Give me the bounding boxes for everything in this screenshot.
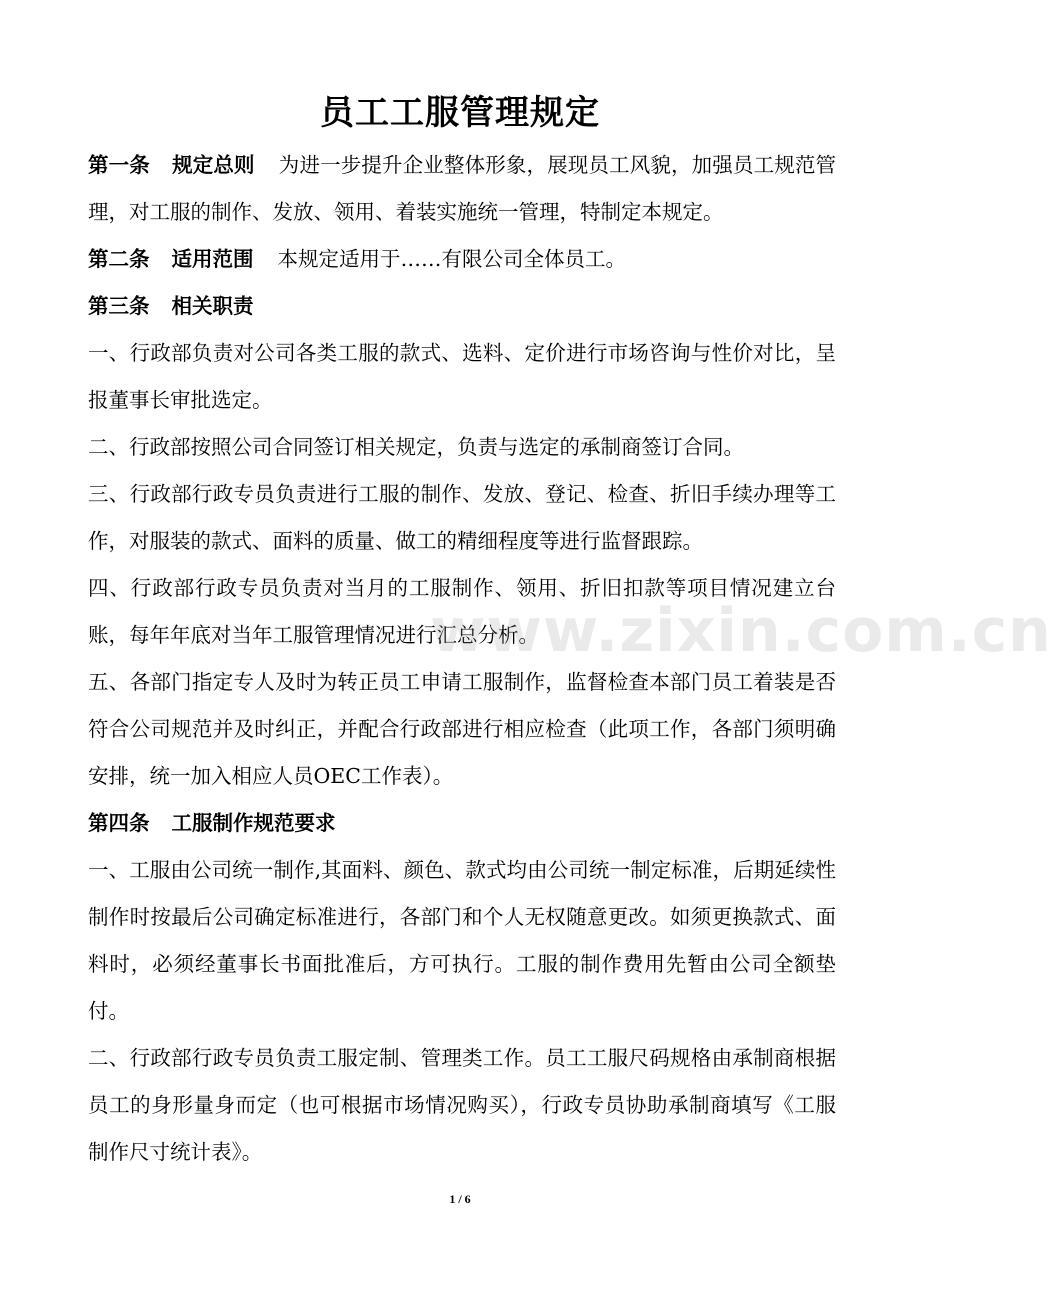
- article-4-number: 第四条: [88, 811, 150, 835]
- document-title: 员工工服管理规定: [320, 93, 600, 133]
- article-4-item-2: 二、行政部行政专员负责工服定制、管理类工作。员工工服尺码规格由承制商根据员工的身形量身而定（也可根据市场情况购买），行政专员协助承制商填写《工服制作尺寸统计表》。: [88, 1046, 836, 1164]
- article-2-heading: 适用范围: [171, 247, 254, 271]
- article-3-item-5: 五、各部门指定专人及时为转正员工申请工服制作，监督检查本部门员工着装是否符合公司规范并及时纠正，并配合行政部进行相应检查（此项工作，各部门须明确安排，统一加入相应人员OEC工作表）。: [88, 670, 836, 788]
- article-3-item-4: 四、行政部行政专员负责对当月的工服制作、领用、折旧扣款等项目情况建立台账，每年年底对当年工服管理情况进行汇总分析。: [88, 576, 836, 647]
- article-4-heading: 工服制作规范要求: [171, 811, 336, 835]
- article-1-number: 第一条: [88, 153, 150, 177]
- article-3-item-1: 一、行政部负责对公司各类工服的款式、选料、定价进行市场咨询与性价对比，呈报董事长审批选定。: [88, 341, 836, 412]
- article-2: [88, 236, 836, 283]
- article-1-heading: 规定总则: [171, 153, 255, 177]
- article-3-heading: 相关职责: [171, 294, 254, 318]
- article-3-number: 第三条: [88, 294, 150, 318]
- article-3-item-3: 三、行政部行政专员负责进行工服的制作、发放、登记、检查、折旧手续办理等工作，对服装的款式、面料的质量、做工的精细程度等进行监督跟踪。: [88, 482, 836, 553]
- article-2-text: 本规定适用于……有限公司全体员工。: [277, 247, 626, 271]
- article-4-item-1: 一、工服由公司统一制作,其面料、颜色、款式均由公司统一制定标准，后期延续性制作时按最后公司确定标准进行，各部门和个人无权随意更改。如须更换款式、面料时，必须经董事长书面批准后，方可执行。工服的制作费用先暂由公司全额垫付。: [88, 858, 836, 1023]
- article-3-header: [88, 283, 836, 330]
- article-2-number: 第二条: [88, 247, 150, 271]
- article-3-item-2: 二、行政部按照公司合同签订相关规定，负责与选定的承制商签订合同。: [88, 435, 744, 459]
- page-number: 1 / 6: [449, 1192, 471, 1206]
- article-4-header: [88, 800, 836, 847]
- article-1: [88, 142, 836, 236]
- article-1-text: 为进一步提升企业整体形象，展现员工风貌，加强员工规范管理，对工服的制作、发放、领用、着装实施统一管理，特制定本规定。: [88, 153, 837, 224]
- watermark-text: www.zixin.com.cn: [430, 596, 1052, 666]
